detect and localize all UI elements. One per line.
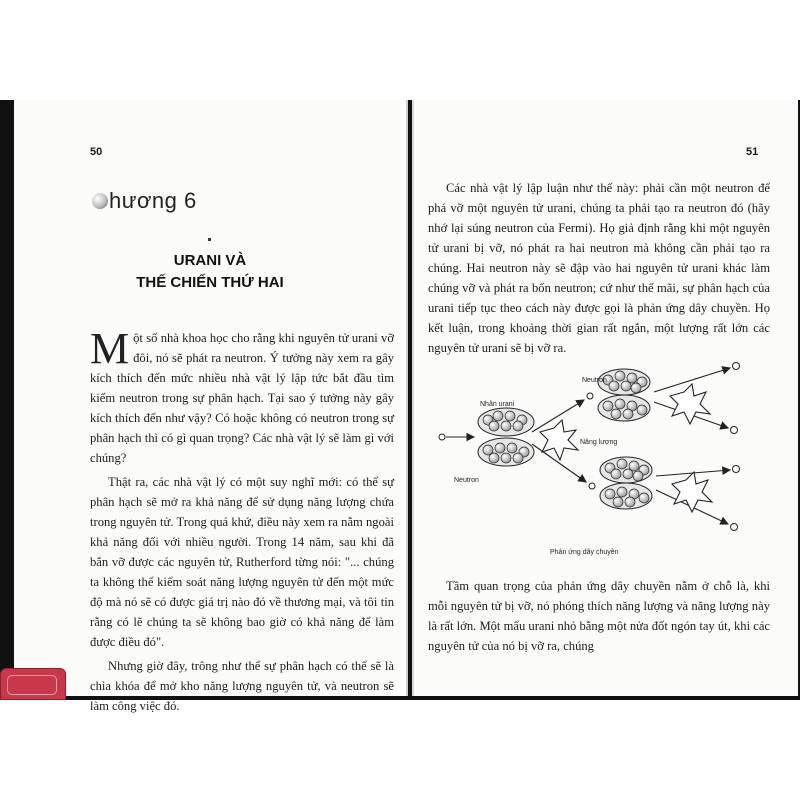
bookmark-ribbon: [0, 668, 66, 700]
label-neutron-top: Neutron: [582, 377, 607, 384]
label-nucleus: Nhân urani: [480, 401, 515, 408]
paragraph-1: [90, 324, 394, 468]
chain-reaction-diagram: [434, 352, 774, 562]
energy-burst-top: [670, 384, 710, 424]
right-paragraph-2: Tầm quan trọng của phản ứng dây chuyền nằm ở chỗ là, khi mỗi nguyên tử bị vỡ, nó phóng thích năng lượng và năng lượng này là rất lớn. Một mẩu urani nhỏ bằng một nửa đốt ngón tay út, khi các nguyên tử của nó bị vỡ ra, chúng: [428, 579, 770, 653]
right-page: [412, 100, 798, 696]
drop-cap: M: [90, 324, 130, 373]
page-number-left: 50: [90, 146, 103, 158]
nucleus-bottom: [600, 457, 652, 509]
label-neutron-bottom: Neutron: [454, 477, 479, 484]
chapter-heading: [92, 188, 197, 214]
right-paragraph-1: Các nhà vật lý lập luận như thế này: phải cần một neutron để phá vỡ một nguyên tử urani, chúng ta phải tạo ra neutron đó (hãy nhớ lại súng neutron của Fermi). Họ giả định rằng khi một nguyên tử urani bị vỡ, nó phát ra hai neutron mà không cần phải tạo ra chúng. Hai neutron này sẽ đập vào hai nguyên tử urani khác làm chúng vỡ và phát ra bốn neutron; cứ như thế mãi, sự phân hạch của urani tiếp tục theo cách này được gọi là phản ứng dây chuyền. Họ kết luận, trong khoảng thời gian rất ngắn, một lượng rất lớn các nguyên tử urani sẽ bị vỡ ra.: [428, 181, 770, 355]
left-page: [14, 100, 408, 713]
paragraph-1-text: ột số nhà khoa học cho rằng khi nguyên tử urani vỡ đôi, nó sẽ phát ra neutron. Ý tưởng này xem ra gây kích thích đến mức nhiều nhà vật lý lập tức bắt đầu tìm kiếm neutron trong sự phân hạch. Tại sao ý tưởng này gây kích thích đến như vậy? Có hoặc không có neutron trong sự phân hạch thì có gì quan trọng? Các nhà vật lý sẽ làm gì với chúng?: [90, 331, 394, 465]
chapter-ball-icon: [92, 193, 108, 209]
right-body-text-top: [428, 178, 770, 358]
energy-burst-bottom: [672, 472, 712, 512]
label-energy: Năng lượng: [580, 439, 618, 446]
chapter-label: hương 6: [109, 188, 197, 213]
diagram-caption: Phản ứng dây chuyền: [550, 549, 619, 556]
paragraph-2: Thật ra, các nhà vật lý có một suy nghĩ mới: có thể sự phân hạch sẽ mở ra khả năng để sử dụng năng lượng chứa trong nguyên tử. Trong quá khứ, điều này xem ra nằm ngoài khả năng đối với nhiều người. Trong 14 năm, sau khi đã bắn vỡ được các nguyên tử, Rutherford từng nói: "... chúng ta không thể kiểm soát năng lượng nguyên tử đến một mức độ mà nó sẽ có được giá trị nào đó về thương mại, và tôi tin rằng có lẽ chúng ta sẽ không bao giờ có khả năng để làm được điều đó".: [90, 475, 394, 649]
chapter-title-line2: THẾ CHIẾN THỨ HAI: [136, 274, 284, 291]
bullet-dot: [208, 238, 211, 241]
chapter-title-line1: URANI VÀ: [173, 252, 247, 269]
chapter-title: [14, 250, 406, 294]
right-body-text-bottom: [428, 576, 770, 656]
left-body-text: [90, 324, 394, 716]
nucleus-main: [478, 408, 534, 466]
book-spread: [0, 100, 800, 713]
paragraph-3: Nhưng giờ đây, trông như thể sự phân hạch có thể sẽ là chìa khóa để mở kho năng lượng nguyên tử, và neutron sẽ làm công việc đó.: [90, 659, 394, 713]
page-number-right: 51: [746, 146, 759, 158]
